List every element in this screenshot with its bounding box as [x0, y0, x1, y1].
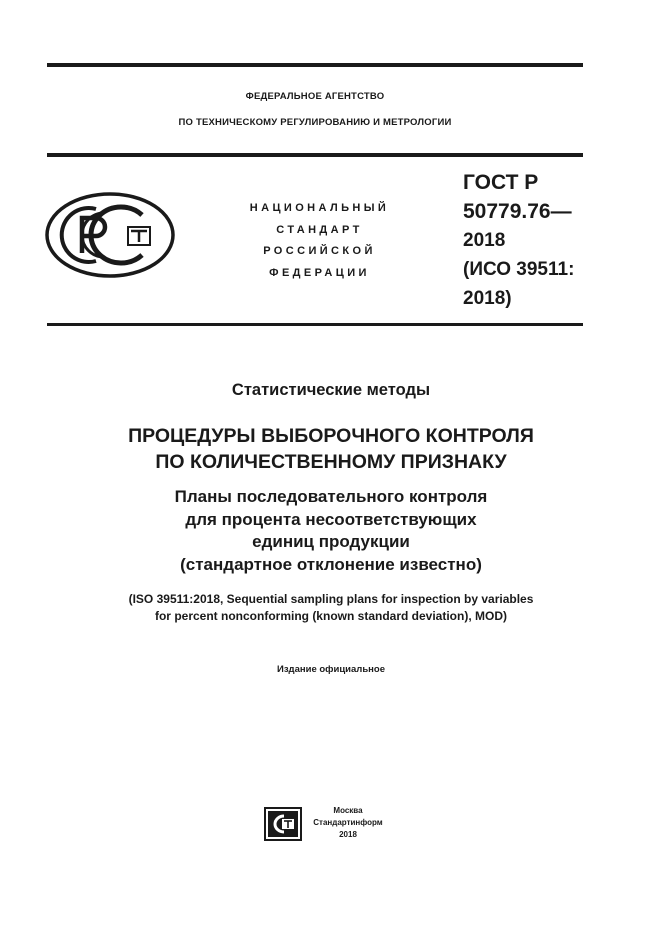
subtitle-line: для процента несоответствующих: [185, 509, 477, 529]
main-title: [47, 423, 615, 475]
national-standard-line: НАЦИОНАЛЬНЫЙ: [249, 202, 390, 214]
rst-certification-mark-icon: [44, 191, 176, 279]
subtitle-line: единиц продукции: [252, 532, 410, 551]
designation-line: (ИСО 39511:: [463, 259, 575, 280]
standartinform-logo-icon: [264, 807, 302, 841]
publisher-block: [264, 805, 394, 845]
official-edition-label: Издание официальное: [277, 664, 385, 675]
main-title-line: ПРОЦЕДУРЫ ВЫБОРОЧНОГО КОНТРОЛЯ: [128, 425, 534, 447]
bottom-rule: [47, 323, 583, 326]
designation-line: 50779.76—: [463, 200, 572, 223]
english-title: [47, 591, 615, 625]
designation-line: 2018: [463, 230, 506, 251]
publisher-name: Стандартинформ: [313, 818, 383, 827]
publisher-city: Москва: [333, 806, 363, 815]
national-standard-line: РОССИЙСКОЙ: [263, 245, 376, 257]
subtitle-line: (стандартное отклонение известно): [180, 554, 482, 574]
english-title-line: (ISO 39511:2018, Sequential sampling plans for inspection by variables: [128, 592, 534, 606]
agency-name-line1: ФЕДЕРАЛЬНОЕ АГЕНТСТВО: [245, 91, 385, 102]
main-title-line: ПО КОЛИЧЕСТВЕННОМУ ПРИЗНАКУ: [155, 451, 507, 473]
middle-rule: [47, 153, 583, 157]
series-title: Статистические методы: [231, 381, 431, 399]
publisher-year: 2018: [339, 830, 357, 839]
designation-line: ГОСТ Р: [463, 171, 539, 194]
subtitle-line: Планы последовательного контроля: [174, 487, 488, 506]
subtitle: [47, 486, 615, 576]
agency-name-line2: ПО ТЕХНИЧЕСКОМУ РЕГУЛИРОВАНИЮ И МЕТРОЛОГИИ: [178, 117, 452, 128]
national-standard-label: [222, 198, 417, 284]
publisher-text: [308, 805, 388, 841]
designation-line: 2018): [463, 288, 512, 309]
standard-designation: [463, 168, 588, 313]
english-title-line: for percent nonconforming (known standard deviation), MOD): [154, 609, 507, 623]
national-standard-line: ФЕДЕРАЦИИ: [269, 266, 370, 279]
national-standard-line: СТАНДАРТ: [276, 223, 363, 236]
top-rule: [47, 63, 583, 67]
